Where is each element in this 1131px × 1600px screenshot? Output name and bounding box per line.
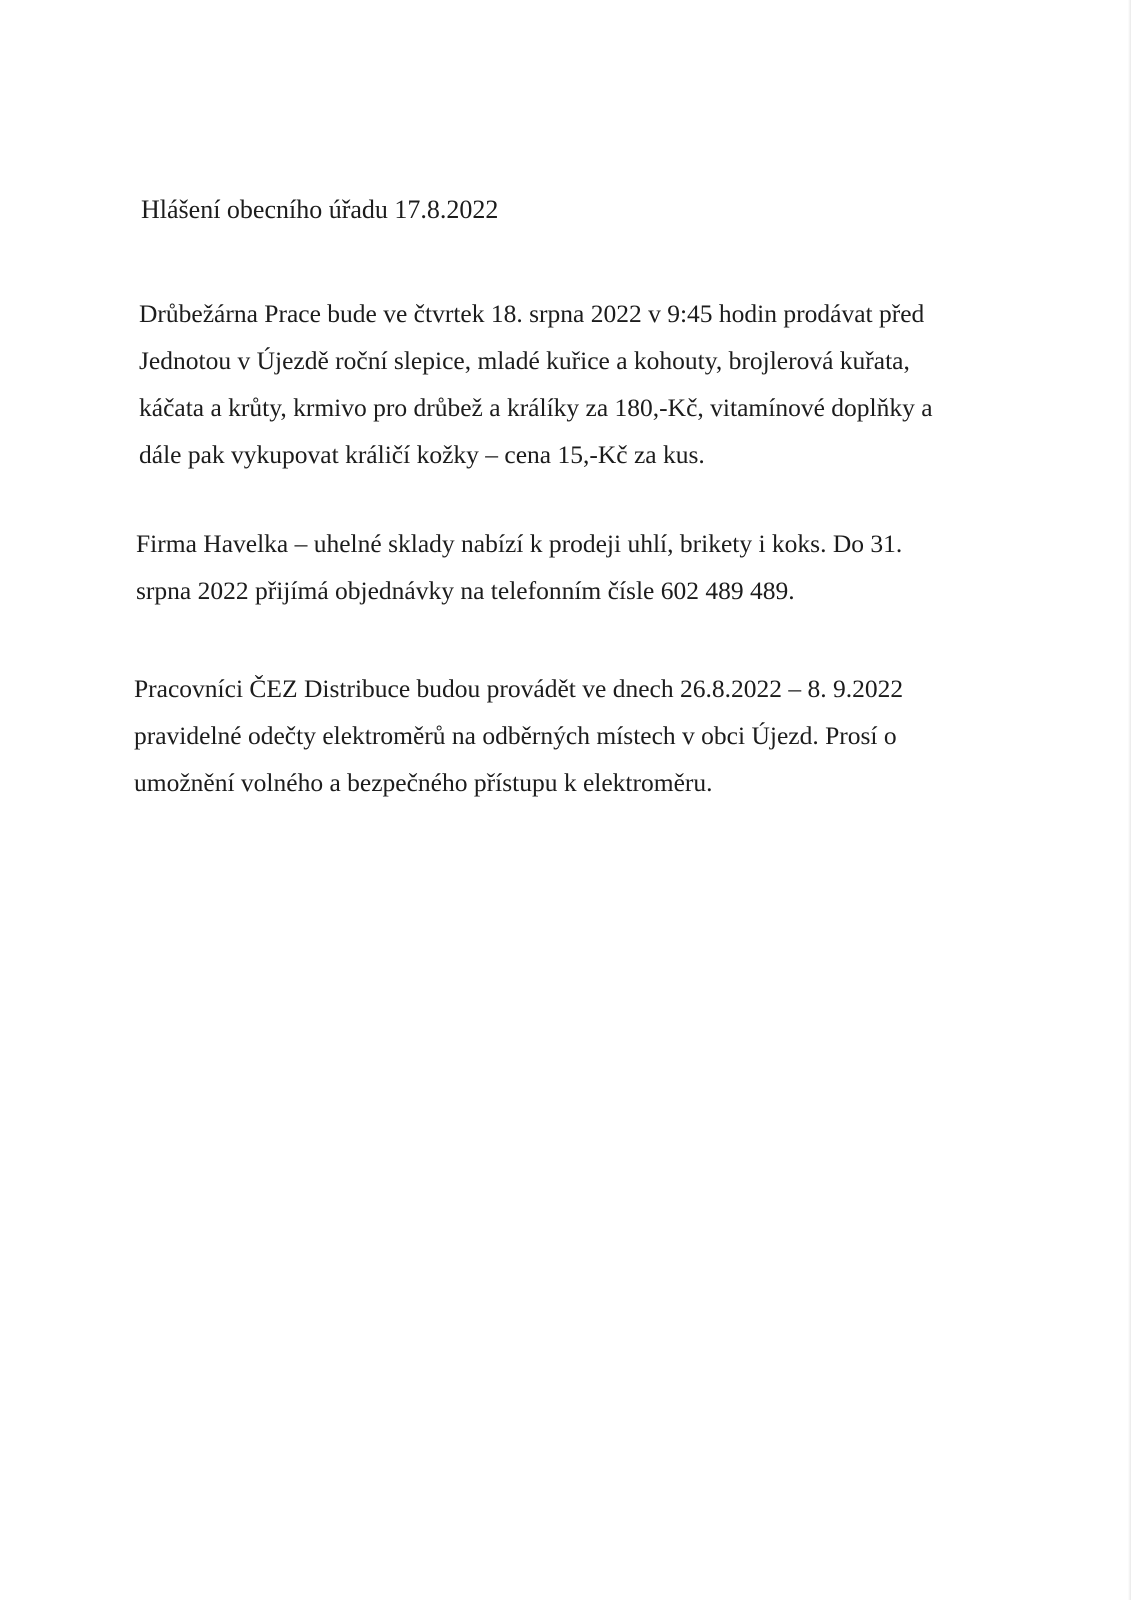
paragraph-line: dále pak vykupovat králičí kožky – cena 15,-Kč za kus. [139,440,705,469]
paragraph-line: umožnění volného a bezpečného přístupu k elektroměru. [134,768,713,797]
paragraph-line: pravidelné odečty elektroměrů na odběrných místech v obci Újezd. Prosí o [134,721,897,750]
announcement-poultry-sale [139,290,933,478]
paragraph-line: Drůbežárna Prace bude ve čtvrtek 18. srpna 2022 v 9:45 hodin prodávat před [139,299,925,328]
announcement-coal-sale [136,520,902,614]
paragraph-line: Firma Havelka – uhelné sklady nabízí k prodeji uhlí, brikety i koks. Do 31. [136,529,903,558]
paragraph-line: káčata a krůty, krmivo pro drůbež a králíky za 180,-Kč, vitamínové doplňky a [139,393,933,422]
document-title: Hlášení obecního úřadu 17.8.2022 [141,195,499,224]
announcement-meter-reading [134,665,903,806]
paragraph-line: srpna 2022 přijímá objednávky na telefonním čísle 602 489 489. [136,576,795,605]
paragraph-line: Pracovníci ČEZ Distribuce budou provádět ve dnech 26.8.2022 – 8. 9.2022 [134,674,904,703]
paragraph-line: Jednotou v Újezdě roční slepice, mladé kuřice a kohouty, brojlerová kuřata, [139,346,910,375]
